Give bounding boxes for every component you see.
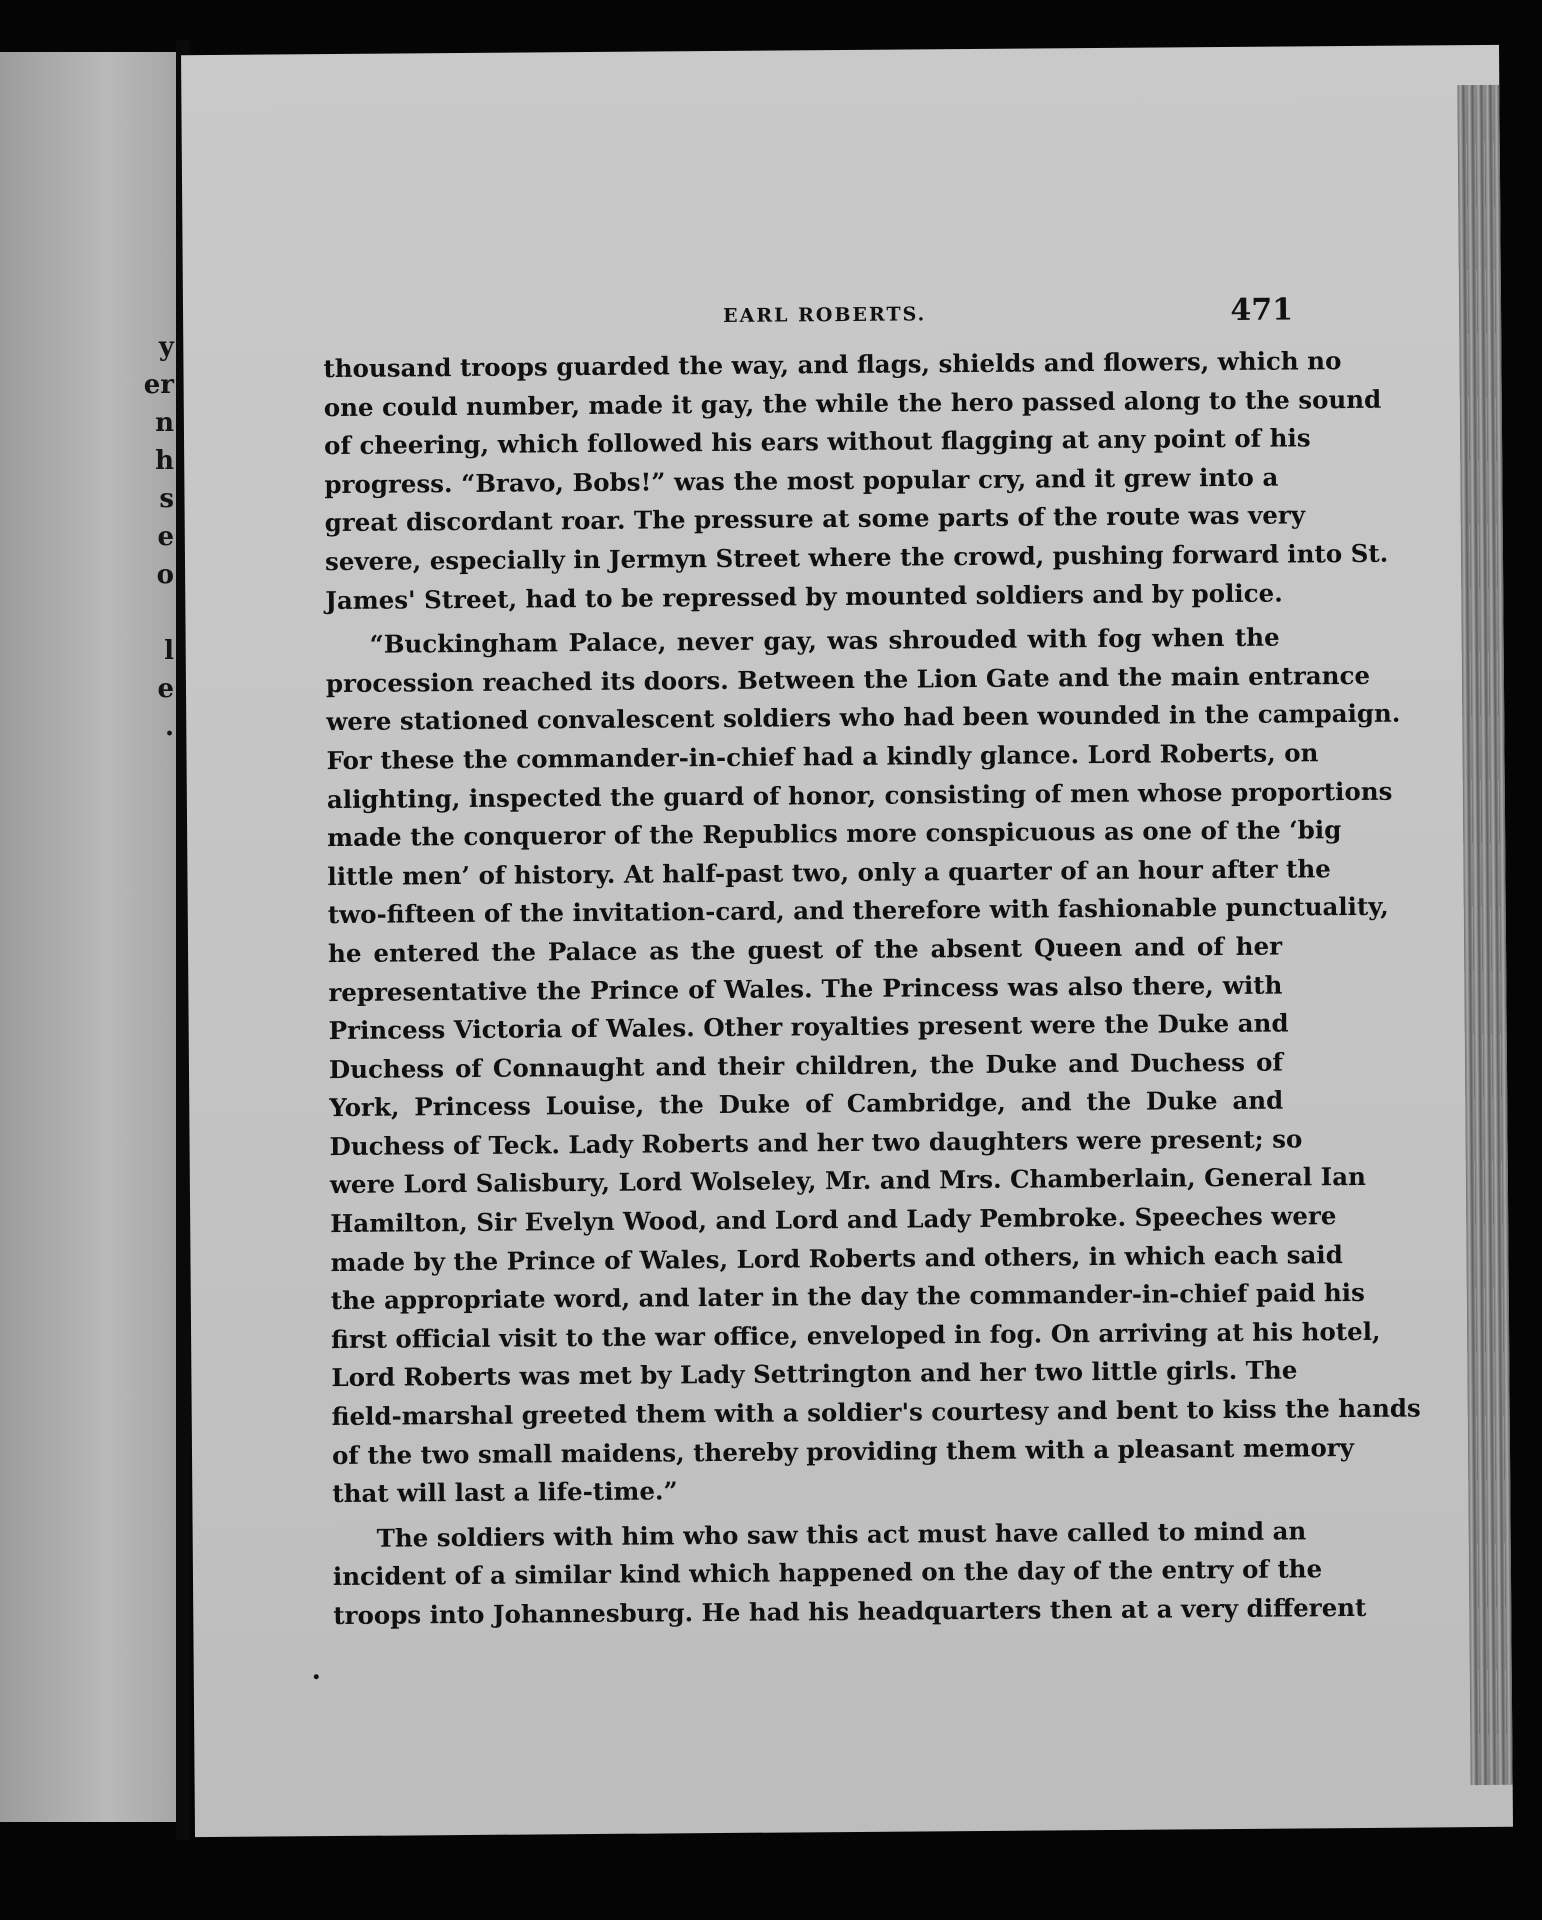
text-line: the appropriate word, and later in the day the commander-in-chief paid his xyxy=(330,1278,1365,1316)
text-line: James' Street, had to be repressed by mounted soldiers and by police. xyxy=(325,578,1283,615)
text-line: procession reached its doors. Between the Lion Gate and the main entrance xyxy=(325,660,1371,698)
text-line: that will last a life-time.” xyxy=(332,1476,678,1509)
text-line: of cheering, which followed his ears without flagging at any point of his xyxy=(323,423,1311,461)
text-line: great discordant roar. The pressure at some parts of the route was very xyxy=(324,500,1306,538)
text-line: made by the Prince of Wales, Lord Roberts and others, in which each said xyxy=(330,1239,1343,1277)
running-head: EARL ROBERTS. xyxy=(723,303,927,327)
text-line: Duchess of Connaught and their children, the Duke and Duchess of xyxy=(328,1047,1284,1084)
text-line: one could number, made it gay, the while the hero passed along to the sound xyxy=(323,384,1382,422)
text-line: thousand troops guarded the way, and flags, shields and flowers, which no xyxy=(323,346,1342,384)
paragraph xyxy=(323,343,1389,621)
previous-page-fragment: e xyxy=(157,522,174,552)
book-page xyxy=(181,45,1513,1837)
text-line: severe, especially in Jermyn Street where the crowd, pushing forward into St. xyxy=(324,538,1389,577)
text-line: Lord Roberts was met by Lady Settrington and her two little girls. The xyxy=(331,1355,1298,1393)
text-line: progress. “Bravo, Bobs!” was the most popular cry, and it grew into a xyxy=(324,462,1279,499)
page-body-text xyxy=(323,343,1421,1636)
previous-page-fragment: e xyxy=(157,674,174,704)
text-line: two-fifteen of the invitation-card, and therefore with fashionable punctuality, xyxy=(327,892,1389,930)
text-line: of the two small maidens, thereby providing them with a pleasant memory xyxy=(331,1432,1354,1470)
previous-page-fragment: n xyxy=(155,408,174,438)
text-line: alighting, inspected the guard of honor, consisting of men whose proportions xyxy=(326,776,1393,814)
previous-page-fragment: s xyxy=(159,484,174,514)
text-line: representative the Prince of Wales. The Princess was also there, with xyxy=(328,970,1283,1007)
print-speck xyxy=(314,1674,319,1679)
previous-page-fragment: o xyxy=(156,560,174,590)
page-header xyxy=(323,292,1323,340)
previous-page-fragment: l xyxy=(164,636,174,666)
text-line: Duchess of Teck. Lady Roberts and her two daughters were present; so xyxy=(329,1124,1303,1161)
text-line: made the conqueror of the Republics more conspicuous as one of the ‘big xyxy=(327,815,1342,853)
text-line: troops into Johannesburg. He had his headquarters then at a very different xyxy=(333,1592,1367,1631)
text-line: Princess Victoria of Wales. Other royalties present were the Duke and xyxy=(328,1008,1289,1046)
previous-page-fragment: er xyxy=(143,370,174,400)
previous-page-fragment: . xyxy=(164,712,174,742)
text-line: he entered the Palace as the guest of the absent Queen and of her xyxy=(327,931,1283,968)
previous-page-fragment: h xyxy=(155,446,174,476)
text-line: first official visit to the war office, enveloped in fog. On arriving at his hotel, xyxy=(330,1316,1381,1354)
page-edge-stack xyxy=(1457,85,1512,1785)
previous-page-fragment: y xyxy=(158,332,174,362)
previous-page-sliver xyxy=(0,52,178,1822)
text-line: field-marshal greeted them with a soldier's courtesy and bent to kiss the hands xyxy=(331,1393,1421,1432)
text-line: For these the commander-in-chief had a kindly glance. Lord Roberts, on xyxy=(326,738,1319,776)
text-line: Hamilton, Sir Evelyn Wood, and Lord and Lady Pembroke. Speeches were xyxy=(330,1201,1337,1239)
text-line: incident of a similar kind which happened on the day of the entry of the xyxy=(332,1554,1323,1592)
text-line: were Lord Salisbury, Lord Wolseley, Mr. and Mrs. Chamberlain, General Ian xyxy=(329,1162,1366,1200)
text-line: little men’ of history. At half-past two, only a quarter of an hour after the xyxy=(327,853,1331,891)
text-line: The soldiers with him who saw this act must have called to mind an xyxy=(376,1516,1307,1553)
paragraph xyxy=(325,619,1421,1514)
paragraph xyxy=(332,1512,1367,1635)
text-line: were stationed convalescent soldiers who had been wounded in the campaign. xyxy=(326,698,1401,737)
text-line: York, Princess Louise, the Duke of Cambridge, and the Duke and xyxy=(329,1085,1284,1123)
page-number: 471 xyxy=(1230,292,1294,328)
text-line: “Buckingham Palace, never gay, was shrouded with fog when the xyxy=(369,622,1280,659)
